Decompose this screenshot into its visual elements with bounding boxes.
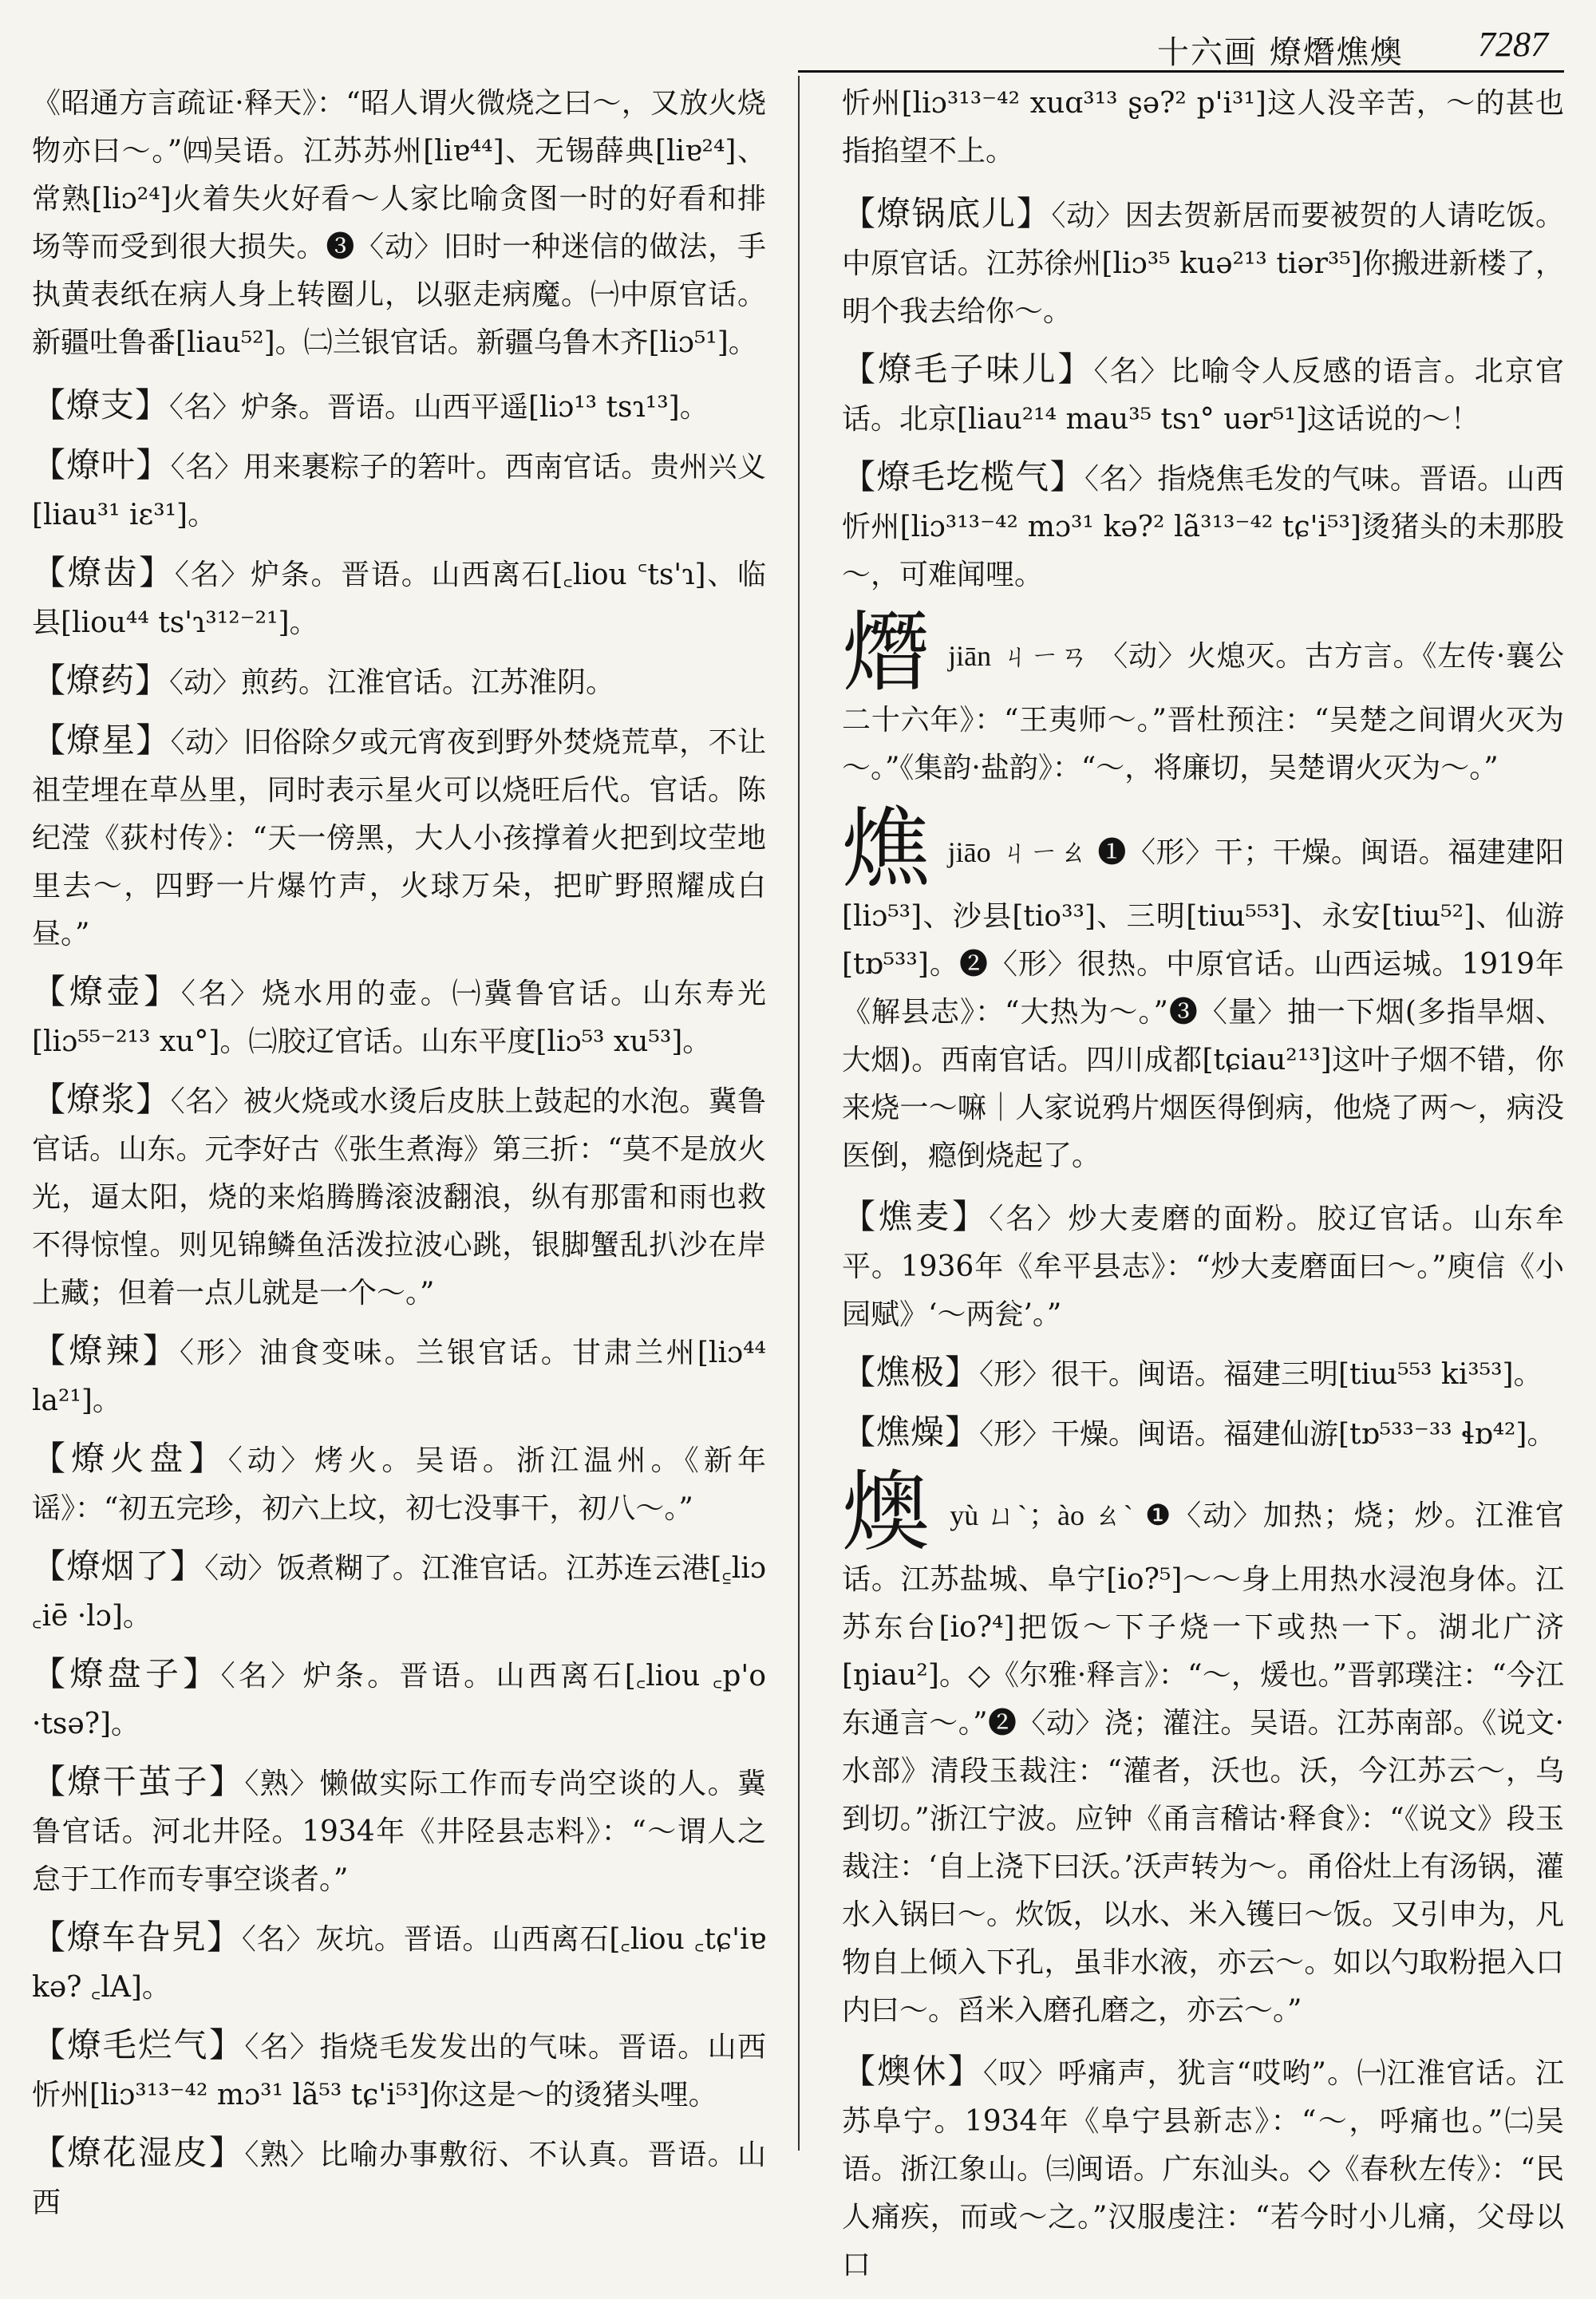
pinyin: jiāo: [947, 836, 991, 868]
head-entry-jian: [842, 602, 1564, 792]
entry-headword: 【燎干茧子】: [32, 1762, 245, 1801]
entry-definition: 〈名〉烧水用的壶。㈠冀鲁官话。山东寿光[liɔ⁵⁵⁻²¹³ xu°]。㈡胶辽官话。山东平度[liɔ⁵³ xu⁵³]。: [32, 978, 766, 1058]
dictionary-entry: [32, 1758, 766, 1904]
zhuyin: ㄐㄧㄠ: [1000, 836, 1088, 869]
dictionary-entry: [32, 381, 766, 432]
entry-headword: 【燎星】: [32, 721, 171, 760]
right-column: [842, 80, 1564, 2299]
entry-headword: 【燎药】: [32, 661, 170, 700]
entry-definition: 〈动〉饭煮糊了。江淮官话。江苏连云港[꜁liɔ ꜀iē ·lɔ]。: [32, 1552, 766, 1633]
definition: 〈动〉火熄灭。古方言。《左传·襄公二十六年》：“王夷师～。”晋杜预注：“吴楚之间谓火灭为～。”《集韵·盐韵》：“～，将廉切，吴楚谓火灭为～。”: [842, 640, 1564, 784]
entry-definition: 〈名〉炉条。晋语。山西离石[꜀liou ꜂ts'ɿ]、临县[liou⁴⁴ ts'ɿ³¹²⁻²¹]。: [32, 559, 766, 639]
entry-headword: 【燋麦】: [842, 1197, 990, 1236]
dictionary-entry: [32, 1327, 766, 1425]
entry-definition: 〈形〉干燥。闽语。福建仙游[tɒ⁵³³⁻³³ ɬɒ⁴²]。: [979, 1418, 1556, 1451]
entry-definition: 〈形〉很干。闽语。福建三明[tiɯ⁵⁵³ ki³⁵³]。: [979, 1358, 1543, 1391]
entry-definition: 〈名〉指烧焦毛发的气味。晋语。山西忻州[liɔ³¹³⁻⁴² mɔ³¹ kə?² lã³¹³⁻⁴² tɕ'i⁵³]烫猪头的未那股～，可难闻哩。: [842, 463, 1564, 591]
entry-definition: 〈名〉炉条。晋语。山西平遥[liɔ¹³ tsɿ¹³]。: [169, 391, 709, 424]
entry-headword: 【燎壶】: [32, 972, 181, 1011]
entry-headword: 【燎毛烂气】: [32, 2025, 245, 2064]
dictionary-entry: [32, 1435, 766, 1533]
entry-definition: 〈名〉比喻令人反感的语言。北京官话。北京[liau²¹⁴ mau³⁵ tsɿ° uər⁵¹]这话说的～！: [842, 355, 1564, 436]
entry-definition: 〈动〉煎药。江淮官话。江苏淮阴。: [169, 666, 615, 699]
dictionary-entry: [842, 1193, 1564, 1339]
dictionary-entry: [32, 2129, 766, 2227]
left-column: [32, 80, 766, 2237]
section-title: 十六画 燎熸燋燠: [1157, 34, 1404, 71]
dictionary-entry: [842, 453, 1564, 599]
dictionary-entry: [32, 441, 766, 539]
dictionary-entry: [842, 1349, 1564, 1399]
dictionary-entry: [32, 2021, 766, 2119]
entry-headword: 【燎车旮旯】: [32, 1918, 242, 1957]
head-entry-jiao: [842, 798, 1564, 1180]
entry-definition: 〈名〉炒大麦磨的面粉。胶辽官话。山东牟平。1936年《牟平县志》：“炒大麦磨面曰～。”庾信《小园赋》‘～两瓮’。”: [842, 1203, 1564, 1331]
entry-headword: 【燠休】: [842, 2052, 984, 2091]
entry-definition: 〈动〉烤火。吴语。浙江温州。《新年谣》：“初五完珍，初六上坟，初七没事干，初八～。”: [32, 1444, 766, 1525]
column-divider: [798, 76, 800, 2151]
dictionary-entry: [32, 1076, 766, 1317]
entry-headword: 【燎支】: [32, 385, 170, 425]
entry-definition: 〈熟〉比喻办事敷衍、不认真。晋语。山西: [32, 2139, 766, 2219]
entry-headword: 【燎盘子】: [32, 1654, 221, 1693]
entry-headword: 【燋极】: [842, 1353, 980, 1392]
dictionary-entry: [32, 1914, 766, 2012]
dictionary-entry: [32, 549, 766, 647]
dictionary-entry: [32, 968, 766, 1066]
entry-definition: 〈名〉炉条。晋语。山西离石[꜀liou ꜀p'o ·tsə?]。: [32, 1660, 766, 1740]
pinyin: yù ㄩˋ；ào ㄠˋ: [950, 1499, 1135, 1531]
continuation-text: 忻州[liɔ³¹³⁻⁴² xuɑ³¹³ ʂə?² p'i³¹]这人没辛苦，～的甚也指掐望不上。: [842, 87, 1564, 168]
entry-definition: 〈名〉灰坑。晋语。山西离石[꜀liou ꜀tɕ'iɐ kə? ꜀lA]。: [32, 1923, 766, 2004]
dictionary-entry: [842, 346, 1564, 444]
entry-headword: 【燎花湿皮】: [32, 2133, 245, 2172]
entry-definition: 〈动〉因去贺新居而要被贺的人请吃饭。中原官话。江苏徐州[liɔ³⁵ kuə²¹³ tiər³⁵]你搬进新楼了，明个我去给你～。: [842, 199, 1564, 328]
dictionary-entry: [32, 717, 766, 958]
entry-headword: 【燎叶】: [32, 445, 171, 484]
dictionary-entry: [32, 1543, 766, 1641]
head-character: 燠: [842, 1461, 931, 1563]
entry-headword: 【燋燥】: [842, 1412, 980, 1452]
dictionary-entry: [842, 190, 1564, 336]
head-character: 熸: [842, 602, 930, 704]
head-entry-yu: [842, 1461, 1564, 2035]
entry-definition: 〈叹〉呼痛声，犹言“哎哟”。㈠江淮官话。江苏阜宁。1934年《阜宁县新志》：“～，呼痛也。”㈡吴语。浙江象山。㈢闽语。广东汕头。◇《春秋左传》：“民人痛疾，而或～之。”汉服虔注：“若今时小儿痛，父母以口: [842, 2057, 1564, 2281]
pinyin: jiān: [948, 640, 992, 672]
head-character: 燋: [842, 798, 930, 900]
entry-headword: 【燎毛子味儿】: [842, 350, 1094, 389]
definition: ❶〈动〉加热；烧；炒。江淮官话。江苏盐城、阜宁[io?⁵]～～身上用热水浸泡身体。江苏东台[io?⁴]把饭～下子烧一下或热一下。湖北广济[ŋiau²]。◇《尔雅·释言》：“～，煖也。”晋郭璞注：“今江东通言～。”❷〈动〉浇；灌注。吴语。江苏南部。《说文·水部》清段玉裁注：“灌者，沃也。沃，今江苏云～，乌到切。”浙江宁波。应钟《甬言稽诂·释食》：“《说文》段玉裁注：‘自上浇下曰沃。’沃声转为～。甬俗灶上有汤锅，灌水入锅曰～。炊饭，以水、米入镬曰～饭。又引申为，凡物自上倾入下孔，虽非水液，亦云～。如以勺取粉挹入口内曰～。舀米入磨孔磨之，亦云～。”: [842, 1499, 1564, 2027]
continuation-text: 《昭通方言疏证·释天》：“昭人谓火微烧之曰～，又放火烧物亦曰～。”㈣吴语。江苏苏州[liɐ⁴⁴]、无锡薛典[liɐ²⁴]、常熟[liɔ²⁴]火着失火好看～人家比喻贪图一时的好看和排场等而受到很大损失。❸〈动〉旧时一种迷信的做法，手执黄表纸在病人身上转圈儿，以驱走病魔。㈠中原官话。新疆吐鲁番[liau⁵²]。㈡兰银官话。新疆乌鲁木齐[liɔ⁵¹]。: [32, 87, 766, 359]
entry-definition: 〈动〉旧俗除夕或元宵夜到野外焚烧荒草，不让祖茔埋在草丛里，同时表示星火可以烧旺后代。官话。陈纪滢《荻村传》：“天一傍黑，大人小孩撑着火把到坟茔地里去～，四野一片爆竹声，火球万朵，把旷野照耀成白昼。”: [32, 726, 766, 950]
entry-definition: 〈名〉指烧毛发发出的气味。晋语。山西忻州[liɔ³¹³⁻⁴² mɔ³¹ lã⁵³ tɕ'i⁵³]你这是～的烫猪头哩。: [32, 2031, 766, 2111]
dictionary-entry: [842, 1408, 1564, 1459]
page-number: 7287: [1478, 25, 1548, 64]
entry-definition: 〈熟〉懒做实际工作而专尚空谈的人。冀鲁官话。河北井陉。1934年《井陉县志料》：“～谓人之怠于工作而专事空谈者。”: [32, 1768, 766, 1896]
dictionary-entry: [842, 2048, 1564, 2289]
entry-definition: 〈名〉用来裹粽子的箬叶。西南官话。贵州兴义[liau³¹ iɛ³¹]。: [32, 451, 766, 531]
entry-definition: 〈形〉油食变味。兰银官话。甘肃兰州[liɔ⁴⁴ la²¹]。: [32, 1337, 766, 1417]
definition: ❶〈形〉干；干燥。闽语。福建建阳[liɔ⁵³]、沙县[tio³³]、三明[tiɯ⁵⁵³]、永安[tiɯ⁵²]、仙游[tɒ⁵³³]。❷〈形〉很热。中原官话。山西运城。1919年《解县志》：“大热为～。”❸〈量〉抽一下烟(多指旱烟、大烟)。西南官话。四川成都[tɕiau²¹³]这叶子烟不错，你来烧一～嘛｜人家说鸦片烟医得倒病，他烧了两～，病没医倒，瘾倒烧起了。: [842, 836, 1564, 1172]
entry-headword: 【燎烟了】: [32, 1546, 205, 1586]
entry-definition: 〈名〉被火烧或水烫后皮肤上鼓起的水泡。冀鲁官话。山东。元李好古《张生煮海》第三折：“莫不是放火光，逼太阳，烧的来焰腾腾滚波翻浪，纵有那雷和雨也救不得惊惶。则见锦鳞鱼活泼拉波心跳，银脚蟹乱扒沙在岸上藏；但着一点儿就是一个～。”: [32, 1085, 766, 1309]
entry-headword: 【燎浆】: [32, 1080, 171, 1119]
entry-headword: 【燎毛圪榄气】: [842, 457, 1085, 496]
entry-headword: 【燎锅底儿】: [842, 194, 1052, 233]
dictionary-entry: [32, 657, 766, 707]
entry-headword: 【燎齿】: [32, 553, 175, 592]
zhuyin: ㄐㄧㄢ: [1001, 640, 1089, 673]
entry-headword: 【燎火盘】: [32, 1439, 228, 1478]
page-header: [798, 14, 1564, 73]
entry-headword: 【燎辣】: [32, 1331, 180, 1370]
dictionary-entry: [32, 1650, 766, 1748]
